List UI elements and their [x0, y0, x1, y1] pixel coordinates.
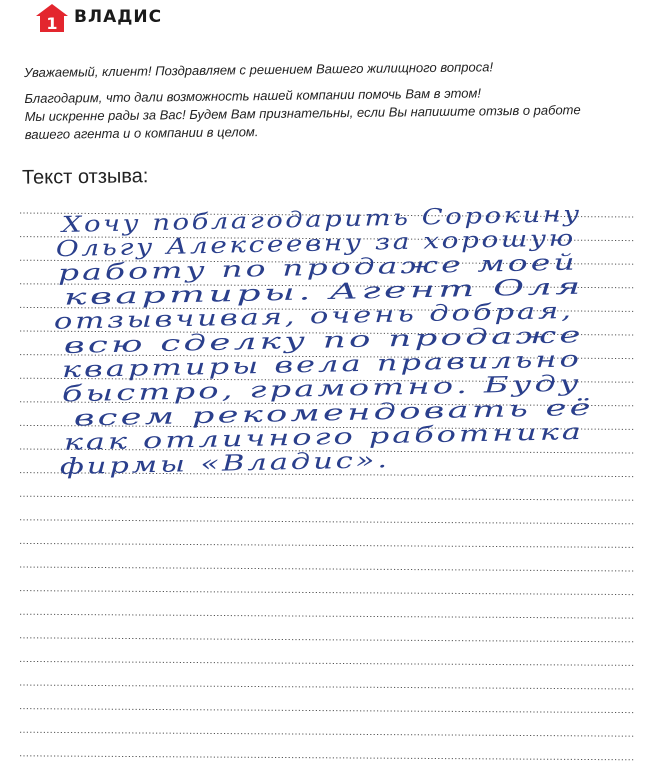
handwritten-line: фирмы «Владис».	[59, 450, 297, 480]
handwritten-line: как отличного работника	[63, 423, 422, 456]
ruled-line	[20, 284, 634, 288]
brand-logo	[34, 2, 164, 34]
ruled-line	[20, 614, 634, 618]
ruled-line	[20, 402, 634, 406]
ruled-line	[20, 756, 634, 760]
handwritten-line: всем рекомендовать её	[73, 399, 398, 432]
handwritten-line: Ольгу Алексеевну за хорошую	[55, 228, 466, 263]
ruled-line	[20, 237, 634, 241]
thanks-line: Благодарим, что дали возможность нашей компании помочь Вам в этом!	[24, 85, 482, 106]
handwritten-line: работу по продаже моей	[57, 254, 404, 287]
ruled-line	[20, 213, 634, 217]
ruled-line	[20, 709, 634, 713]
handwritten-line: отзывчивая, очень добрая,	[53, 302, 426, 335]
ruled-line	[20, 449, 634, 453]
review-title: Текст отзыва:	[21, 165, 149, 189]
ruled-line	[20, 543, 634, 547]
ruled-line	[20, 307, 634, 311]
ruled-line	[20, 520, 634, 524]
ruled-line	[20, 591, 634, 595]
request-line: Мы искренне рады за Вас! Будем Вам признательны, если Вы напишите отзыв о работе	[24, 102, 581, 124]
request-line-cont: вашего агента и о компании в целом.	[24, 124, 259, 142]
ruled-line	[20, 567, 634, 571]
ruled-line	[20, 473, 634, 477]
greeting-line: Уважаемый, клиент! Поздравляем с решением Вашего жилищного вопроса!	[24, 59, 494, 80]
ruled-line	[20, 496, 634, 500]
ruled-line	[20, 732, 634, 736]
handwritten-line: Хочу поблагодарить Сорокину	[61, 204, 478, 238]
ruled-line	[20, 685, 634, 689]
ruled-line	[20, 638, 634, 642]
ruled-line	[20, 355, 634, 359]
logo-number: 1	[46, 14, 58, 33]
ruled-line	[20, 378, 634, 382]
ruled-line	[20, 331, 634, 335]
ruled-line	[20, 661, 634, 665]
handwritten-line: квартиры вела правильно	[61, 350, 418, 384]
handwritten-line: всю сделку по продаже	[63, 327, 385, 359]
house-icon	[34, 2, 70, 34]
handwritten-line: квартиры. Агент Оля	[63, 279, 366, 311]
ruled-line	[20, 425, 634, 429]
ruled-lines	[20, 200, 634, 768]
handwritten-line: быстро, грамотно. Буду	[61, 375, 400, 408]
ruled-line	[20, 260, 634, 264]
intro-text	[24, 57, 625, 144]
brand-name: ВЛАДИС	[74, 7, 163, 27]
